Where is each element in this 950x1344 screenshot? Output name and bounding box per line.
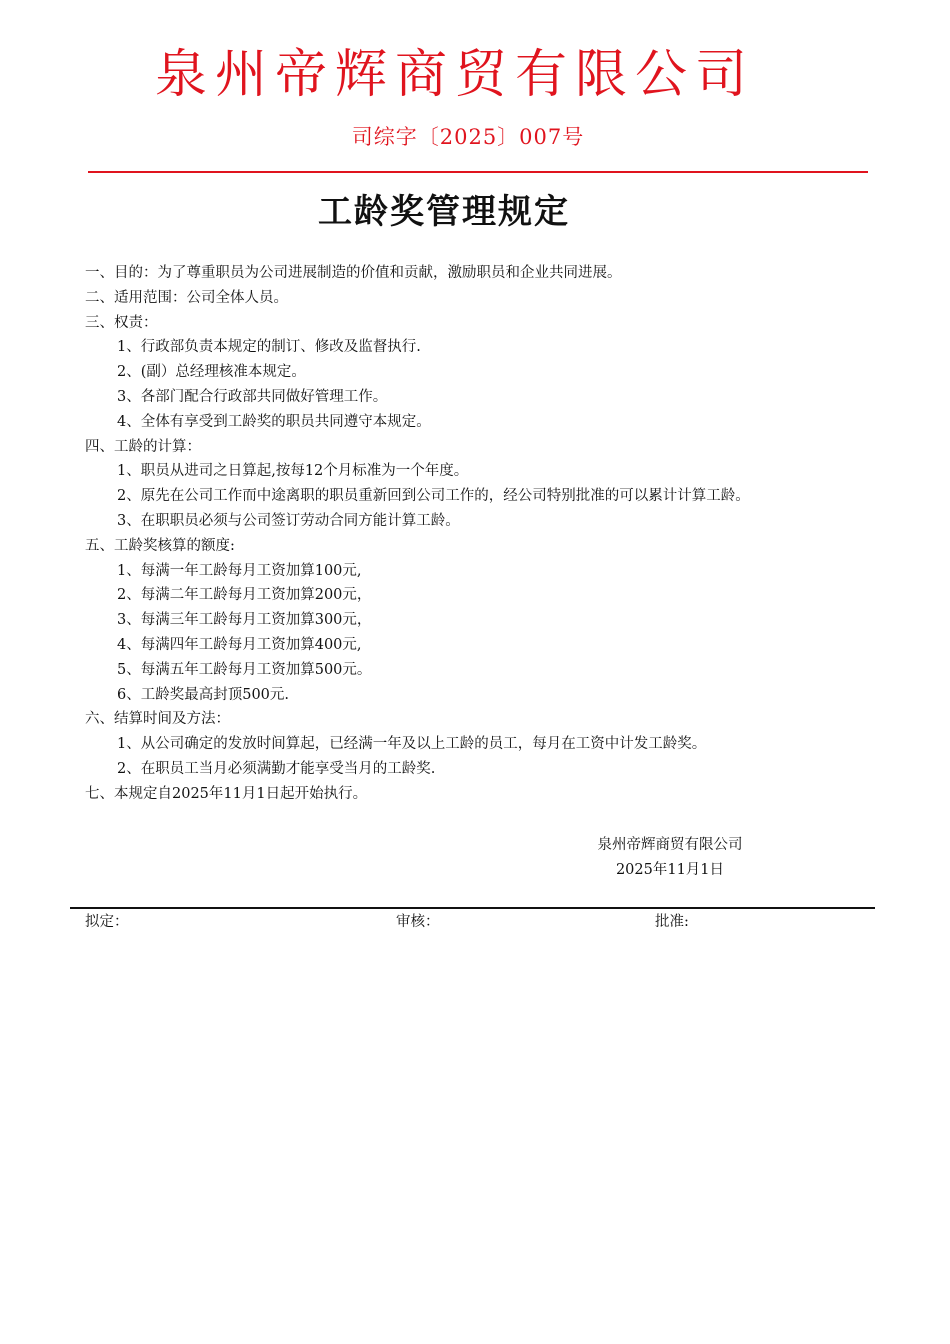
section-heading: 六、结算时间及方法： <box>85 711 230 728</box>
section-item: 4、全体有享受到工龄奖的职员共同遵守本规定。 <box>117 413 431 430</box>
section-item: 1、职员从进司之日算起,按每12个月标准为一个年度。 <box>117 463 469 480</box>
approval-row <box>0 910 950 934</box>
company-name-header: 泉州帝辉商贸有限公司 <box>154 45 755 105</box>
signature-date: 2025年11月1日 <box>615 862 725 878</box>
document-number: 司综字〔2025〕007号 <box>351 125 585 149</box>
section-item: 1、每满一年工龄每月工资加算100元, <box>117 562 362 579</box>
approve-label: 批准: <box>655 914 689 930</box>
document-title: 工龄奖管理规定 <box>318 192 570 232</box>
section-heading: 一、目的：为了尊重职员为公司进展制造的价值和贡献，激励职员和企业共同进展。 <box>85 265 622 281</box>
section-item: 2、原先在公司工作而中途离职的职员重新回到公司工作的，经公司特别批准的可以累计计算工龄。 <box>117 488 750 505</box>
footer-divider <box>70 907 875 909</box>
section-item: 3、各部门配合行政部共同做好管理工作。 <box>117 388 388 405</box>
section-heading: 二、适用范围：公司全体人员。 <box>85 289 288 306</box>
section-item: 4、每满四年工龄每月工资加算400元, <box>117 636 362 653</box>
section-item: 3、每满三年工龄每月工资加算300元， <box>117 612 372 629</box>
review-label: 审核： <box>396 914 440 930</box>
regulation-body <box>85 261 875 807</box>
section-heading: 五、工龄奖核算的额度: <box>85 537 235 554</box>
section-heading: 三、权责： <box>85 314 158 331</box>
header-divider <box>88 171 868 173</box>
draft-label: 拟定： <box>85 914 129 930</box>
section-heading: 四、工龄的计算： <box>85 438 201 455</box>
section-item: 1、行政部负责本规定的制订、修改及监督执行. <box>117 339 421 356</box>
section-item: 1、从公司确定的发放时间算起，已经满一年及以上工龄的员工，每月在工资中计发工龄奖。 <box>117 736 707 753</box>
section-item: 2、(副）总经理核准本规定。 <box>117 364 306 381</box>
section-item: 2、每满二年工龄每月工资加算200元， <box>117 587 372 604</box>
section-item: 3、在职职员必须与公司签订劳动合同方能计算工龄。 <box>117 512 460 529</box>
section-item: 6、工龄奖最高封顶500元. <box>117 686 290 703</box>
section-item: 2、在职员工当月必须满勤才能享受当月的工龄奖. <box>117 760 436 777</box>
signature-block <box>570 833 770 883</box>
signature-company: 泉州帝辉商贸有限公司 <box>597 837 743 853</box>
section-heading: 七、本规定自2025年11月1日起开始执行。 <box>85 785 368 802</box>
section-item: 5、每满五年工龄每月工资加算500元。 <box>117 661 372 678</box>
